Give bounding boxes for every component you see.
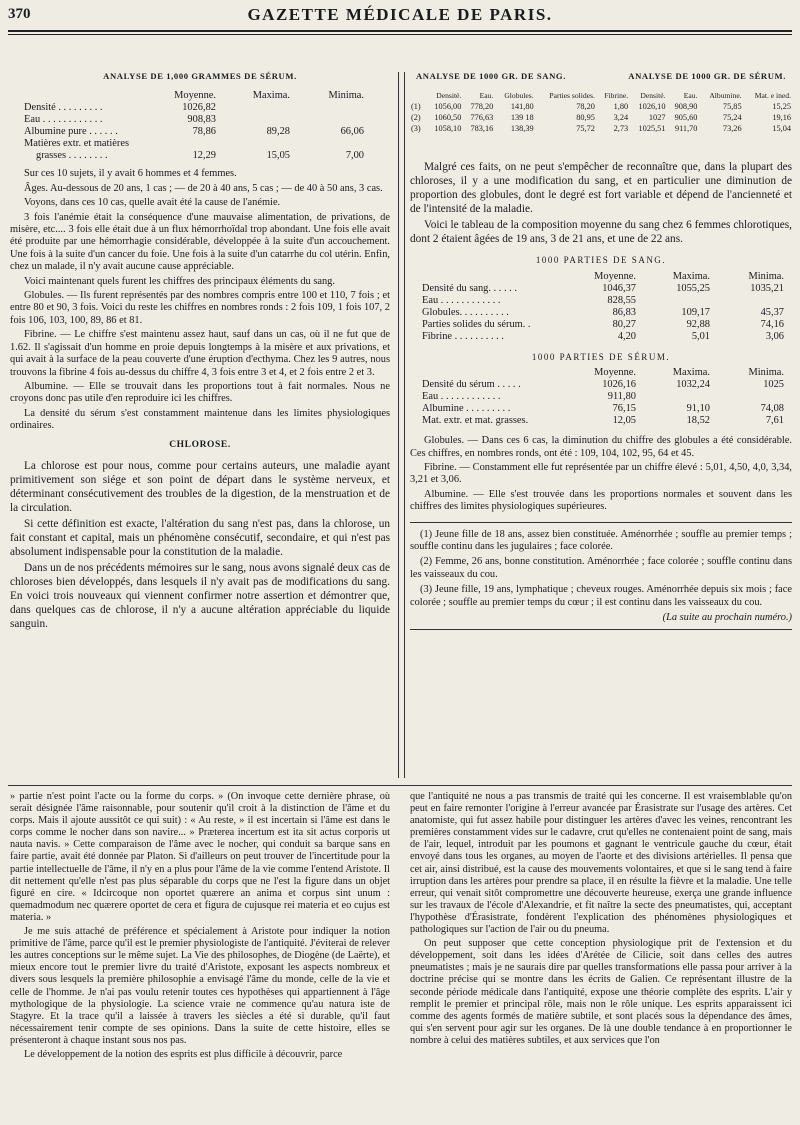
col-header: Densité. bbox=[640, 91, 666, 101]
row-label: Eau . . . . . . . . . . . . bbox=[422, 391, 501, 403]
table-row bbox=[420, 391, 786, 403]
paragraph: Je me suis attaché de préférence et spécialement à Aristote pour indiquer la notion primitive de l'âme, parce qu'il est le premier physiologiste de l'antiquité. J'éviterai de relever les autres conceptions sur le même sujet. La Vie des philosophes, de Diogène (de Laërte), et mieux encore tout le premier livre du traité d'Aristote, exposant les aspects nombreux et divers sous lesquels la première philosophie a envisagé l'âme du monde, celle de la vie et celle de l'homme. Je n'ai pas voulu retenir toutes ces hypothèses qui appartiennent à l'âge mythologique de la physiologie. La science vraie ne commence qu'au natura iste de Stagyre. Et la trace qu'il a laissée à travers les siècles a été si durable, qu'il faut nécessairement tenir compte de ses opinions. Dans la suite de cette histoire, elles se présenteront à chaque instant sous nos pas. bbox=[10, 926, 390, 1046]
col-header bbox=[410, 90, 425, 101]
cell: 80,95 bbox=[576, 113, 595, 123]
cell: 1,80 bbox=[613, 102, 629, 112]
cell: 80,27 bbox=[612, 318, 636, 330]
paragraph: La densité du sérum s'est constamment maintenue dans les limites physiologiques ordinaires. bbox=[10, 407, 390, 432]
cell: 15,05 bbox=[266, 150, 290, 162]
paragraph: Dans un de nos précédents mémoires sur le sang, nous avons signalé deux cas de chloroses bien développés, dans lesquels il n'y avait pas de modifications du sang. En voici trois nouveaux qui viennent confirmer notre assertion et démontrer que, dans quelques cas de chlorose, il n'y a aucune altération appréciable du liquide sanguin. bbox=[10, 561, 390, 630]
cell: 1025,51 bbox=[638, 124, 666, 134]
row-label: Densité du sérum . . . . . bbox=[422, 379, 521, 391]
cell: 905,60 bbox=[674, 113, 698, 123]
cell bbox=[638, 295, 712, 307]
col-header: Maxima. bbox=[252, 90, 290, 102]
cell: 1035,21 bbox=[750, 282, 784, 294]
cell: 19,16 bbox=[772, 113, 791, 123]
row-label: grasses . . . . . . . . bbox=[36, 150, 108, 162]
blood-parts-caption: 1000 PARTIES DE SANG. bbox=[535, 255, 667, 266]
bottom-left-column bbox=[10, 791, 390, 1063]
blood-composition-table bbox=[420, 271, 786, 343]
col-header: Fibrine. bbox=[604, 91, 629, 101]
cell: 1025 bbox=[763, 379, 784, 391]
cell: 45,37 bbox=[760, 306, 784, 318]
cell: 1026,82 bbox=[182, 102, 216, 114]
cell: 66,06 bbox=[340, 126, 364, 138]
cell: 828,55 bbox=[607, 294, 636, 306]
blood-analysis-caption: ANALYSE DE 1000 GR. DE SANG. bbox=[416, 71, 566, 81]
col-header: Minima. bbox=[748, 367, 784, 379]
col-header: Globules. bbox=[504, 91, 534, 101]
table-row bbox=[410, 123, 792, 134]
paragraph: que l'antiquité ne nous a pas transmis de traité qui les concerne. Il est vraisemblable qu'on peut en faire remonter l'origine à l'erreur avancée par Érasistrate sur l'usage des artères. Cet anatomiste, qui fut assez habile pour distinguer les artères d'avec les veines, rencontrant les premières constamment vides sur le cadavre, crut qu'elles ne contenaient point de sang, mais de l'air, lequel, introduit par les poumons et gagnant le ventricule gauche du cœur, était envoyé dans tous les organes, au moyen de l'aorte et des divisions artérielles. Il pensa que cet air, ainsi distribué, est la cause des mouvements volontaires, et que si le sang tend à faire irruption dans les artères pour prendre sa place, il en résulte la fièvre et la maladie. Une telle erreur, qui venait sitôt compromettre une découverte heureuse, exerça une grande influence sur les travaux de l'école d'Alexandrie, et fit naître la secte des pneumatistes, qui, acceptant l'hypothèse d'Érasistrate, fondèrent l'explication des phénomènes physiologiques et pathologiques sur l'action de l'air ou du pneuma. bbox=[410, 791, 792, 936]
column-separator bbox=[398, 72, 405, 778]
table-row bbox=[420, 379, 786, 391]
paragraph: Fibrine. — Constamment elle fut représentée par un chiffre élevé : 5,01, 4,50, 4,0, 3,34, 3,21 et 3,06. bbox=[410, 462, 792, 486]
cell: 86,83 bbox=[612, 306, 636, 318]
col-header: Moyenne. bbox=[174, 90, 216, 102]
cell: 138,39 bbox=[510, 124, 534, 134]
table-row bbox=[22, 138, 366, 150]
cell: 7,61 bbox=[765, 415, 784, 427]
observation: (1) Jeune fille de 18 ans, assez bien constituée. Aménorrhée ; souffle au premier temps ; souffle continu dans les jugulaires ; face colorée. bbox=[410, 528, 792, 553]
cell bbox=[218, 138, 292, 150]
observation: (3) Jeune fille, 19 ans, lymphatique ; cheveux rouges. Aménorrhée depuis six mois ; face colorée ; souffle au premier temps du cœur ; il est continu dans les vaisseaux du cou. bbox=[410, 584, 792, 608]
cell bbox=[218, 114, 292, 126]
serum-analysis-caption: ANALYSE DE 1000 GR. DE SÉRUM. bbox=[628, 71, 786, 81]
col-header: Mat. e ined. bbox=[754, 91, 791, 101]
cell: 3,24 bbox=[613, 113, 629, 123]
table-row bbox=[410, 101, 792, 112]
row-label: Densité . . . . . . . . . bbox=[24, 102, 103, 114]
table-row bbox=[420, 403, 786, 415]
cell: 1032,24 bbox=[676, 379, 710, 391]
paragraph: On peut supposer que cette conception physiologique prit de l'extension et du développement, soit dans les idées d'Arétée de Cilicie, soit dans celles des autres pneumatistes ; mais je ne saurais dire par quelles transformations elle passa pour arriver à la doctrine précise qui se montre dans les écrits de Galien. Ce représentant illustre de la seconde période médicale dans l'antiquité, expose une théorie complète des esprits. L'air y remplit le premier et principal rôle, mais non le rôle unique. Les esprits apparaissent ici comme des agents formés de matière subtile, et sont placés sous la dépendance des âmes, qui s'en servent pour agir sur les organes. De là une double tendance à en proportionner le nombre à celui des matières subtiles, et aux services que l'on bbox=[410, 938, 792, 1046]
row-label: Eau . . . . . . . . . . . . bbox=[24, 114, 103, 126]
cell: 5,01 bbox=[691, 330, 710, 342]
row-label: Matières extr. et matières bbox=[24, 138, 130, 150]
col-header: Densité. bbox=[436, 91, 462, 101]
cell: 7,00 bbox=[345, 150, 364, 162]
page-number: 370 bbox=[8, 6, 31, 22]
paragraph: Voyons, dans ces 10 cas, quelle avait été la cause de l'anémie. bbox=[24, 197, 281, 209]
cell: 15,25 bbox=[772, 102, 791, 112]
paragraph: Voici maintenant quels furent les chiffres des principaux éléments du sang. bbox=[24, 275, 335, 287]
table-row bbox=[420, 283, 786, 295]
cell: 74,08 bbox=[760, 403, 784, 415]
row-label: Albumine . . . . . . . . . bbox=[422, 403, 511, 415]
paragraph: » partie n'est point l'acte ou la forme du corps. » (On invoque cette dernière phrase, où serait désignée l'âme raisonnable, pour soutenir qu'il croit à la distinction de l'âme et du corps. Mais il ajoute aussitôt ce qui suit) : « Au reste, » il est incertain si l'âme est dans le corps comme le nocher dans son navire... » Præterea incertum est ita sit actus corporis ut nauta navis. » Cette comparaison de l'âme avec le nocher, qui conduit sa barque sans en faire partie, avait été donnée par Platon. Si d'ailleurs on peut trouver de l'incertitude pour la partie intellectuelle de l'âme, il n'y en a plus pour l'âme de la vie comme l'entend Aristote. Il dit nettement qu'elle n'est pas plus séparable du corps que ne l'est la figure dans un objet figuré en cire. « Idcircoque non oportet quærere an anima et corpus sint unum : quemadmodum nec quærere oportet de cera et figura de cujusque rei materia et eo cujus est materia. » bbox=[10, 791, 390, 923]
row-label: Albumine pure . . . . . . bbox=[24, 126, 118, 138]
paragraph: Sur ces 10 sujets, il y avait 6 hommes et 4 femmes. bbox=[24, 168, 237, 180]
cell: 908,83 bbox=[187, 114, 216, 126]
cell bbox=[712, 295, 786, 307]
cell bbox=[638, 391, 712, 403]
paragraph: Globules. — Dans ces 6 cas, la diminution du chiffre des globules a été considérable. Ces chiffres, en nombres ronds, ont été : 109, 104, 102, 95, 64 et 45. bbox=[410, 435, 792, 459]
paragraph: La chlorose est pour nous, comme pour certains auteurs, une maladie ayant primitivement son siége et son point de départ dans le système nerveux, et déterminant consécutivement des troubles de la digestion, de la menstruation et de la circulation. bbox=[10, 459, 390, 514]
paragraph: Globules. — Ils furent représentés par des nombres compris entre 100 et 110, 7 fois ; et entre 80 et 90, 3 fois. Voici du reste les chiffres en nombres ronds : 2 fois 109, 1 fois 107, 2 fois 106, 103, 100, 89, 86 et 81. bbox=[10, 290, 390, 326]
cell: 109,17 bbox=[681, 306, 710, 318]
cell: 1046,37 bbox=[602, 282, 636, 294]
col-header: Eau. bbox=[683, 91, 698, 101]
table-row bbox=[410, 112, 792, 123]
paragraph: Si cette définition est exacte, l'altération du sang n'est pas, dans la chlorose, un fait constant et capital, mais un phénomène consécutif, secondaire, et qui n'est pas absolument indispensable pour la constitution de la maladie. bbox=[10, 517, 390, 558]
paragraph: Malgré ces faits, on ne peut s'empêcher de reconnaître que, dans la plupart des chloroses, il y a une modification du sang, et en particulier une diminution de proportion des globules, dont le degré est fort variable et dépend de l'ancienneté et de l'intensité de la maladie. bbox=[410, 161, 792, 216]
cell: 18,52 bbox=[686, 415, 710, 427]
table-row bbox=[22, 150, 366, 162]
cell: 911,70 bbox=[674, 124, 698, 134]
cell: 1026,16 bbox=[602, 379, 636, 391]
cell: 908,90 bbox=[674, 102, 698, 112]
col-header: Maxima. bbox=[672, 367, 710, 379]
cell: 1027 bbox=[648, 113, 666, 123]
cell: 783,16 bbox=[470, 124, 494, 134]
cell bbox=[292, 138, 366, 150]
table-row bbox=[22, 126, 366, 138]
col-header: Albumine. bbox=[709, 91, 742, 101]
col-header: Moyenne. bbox=[594, 367, 636, 379]
header-rule-thin bbox=[8, 34, 792, 35]
cell bbox=[292, 102, 366, 114]
serum-table bbox=[22, 90, 366, 162]
cell: 78,20 bbox=[576, 102, 595, 112]
table-row bbox=[22, 114, 366, 126]
cell: 2,73 bbox=[613, 124, 629, 134]
cell: 78,86 bbox=[192, 126, 216, 138]
cell: 75,85 bbox=[722, 102, 742, 112]
col-header: Parties solides. bbox=[549, 91, 595, 101]
cell: 4,20 bbox=[617, 330, 636, 342]
table-row bbox=[420, 415, 786, 427]
cell: 12,05 bbox=[612, 415, 636, 427]
cell: 3,06 bbox=[765, 330, 784, 342]
cases-table bbox=[410, 90, 792, 134]
col-header: Minima. bbox=[748, 270, 784, 282]
cell: 1060,50 bbox=[434, 113, 462, 123]
table-row bbox=[420, 295, 786, 307]
row-label: Parties solides du sérum. . bbox=[422, 318, 531, 330]
cell: 75,24 bbox=[722, 113, 742, 123]
cell: 75,72 bbox=[576, 124, 595, 134]
col-header: Minima. bbox=[328, 90, 364, 102]
cell bbox=[146, 138, 218, 150]
paragraph: Le développement de la notion des esprits est plus difficile à découvrir, parce bbox=[24, 1048, 343, 1060]
cell: 92,88 bbox=[686, 318, 710, 330]
cell: (1) bbox=[411, 102, 421, 112]
serum-parts-caption: 1000 PARTIES DE SÉRUM. bbox=[531, 351, 671, 362]
paragraph: Voici le tableau de la composition moyenne du sang chez 6 femmes chlorotiques, dont 2 étaient âgées de 19 ans, 3 de 21 ans, et une de 22 ans. bbox=[410, 219, 792, 246]
table-row bbox=[420, 307, 786, 319]
row-label: Mat. extr. et mat. grasses. bbox=[422, 415, 529, 427]
cell: 1026,10 bbox=[638, 102, 666, 112]
cell: (3) bbox=[411, 124, 421, 134]
continued-note: (La suite au prochain numéro.) bbox=[662, 612, 792, 624]
row-label: Globules. . . . . . . . . . bbox=[422, 306, 509, 318]
table-row bbox=[420, 319, 786, 331]
cell: 74,16 bbox=[760, 318, 784, 330]
cell bbox=[292, 114, 366, 126]
table-row bbox=[420, 331, 786, 343]
paragraph: Albumine. — Elle se trouvait dans les proportions tout à fait normales. Nous ne croyons donc pas utile d'en reproduire ici les chiffres. bbox=[10, 380, 390, 405]
paragraph: 3 fois l'anémie était la conséquence d'une mauvaise alimentation, de privations, de misère, etc.... 3 fois elle était due à un flux hémorrhoïdal trop abondant. Une fois elle avait été produite par une hémorrhagie considérable, développée à la suite d'un accouchement. Une fois à la suite d'un cancer du foie. Une fois à la suite d'un catarrhe du col utérin. Enfin, chez un malade, il n'y avait aucune cause appréciable. bbox=[10, 211, 390, 273]
cell: 139 18 bbox=[510, 113, 534, 123]
row-label: Densité du sang. . . . . . bbox=[422, 282, 517, 294]
observation: (2) Femme, 26 ans, bonne constitution. Aménorrhée ; face colorée ; souffle continu dans les vaisseaux du cou. bbox=[410, 556, 792, 580]
table-row bbox=[22, 102, 366, 114]
cell: 776,63 bbox=[470, 113, 494, 123]
header-rule bbox=[8, 30, 792, 32]
cell: (2) bbox=[411, 113, 421, 123]
paragraph: Fibrine. — Le chiffre s'est maintenu assez haut, sauf dans un cas, où il ne fut que de 1.62. Il s'agissait d'un homme en proie depuis longtemps à la misère et aux privations, et qui avait à la surface de la peau couverte d'une éruption d'ecthyma. Chez les 9 autres, nous trouvons la fibrine 4 fois au-dessus du chiffre 4, 3 fois entre 3 et 4, et 2 fois entre 2 et 3. bbox=[10, 329, 390, 378]
section-title: CHLOROSE. bbox=[169, 439, 231, 450]
cell: 141,80 bbox=[510, 102, 534, 112]
observations-box bbox=[410, 522, 792, 630]
cell: 73,26 bbox=[722, 124, 742, 134]
right-column bbox=[410, 68, 792, 630]
row-label: Fibrine . . . . . . . . . . bbox=[422, 330, 504, 342]
paragraph: Albumine. — Elle s'est trouvée dans les proportions normales et souvent dans les chiffres des limites physiologiques supérieures. bbox=[410, 488, 792, 513]
cell: 15,04 bbox=[772, 124, 791, 134]
journal-title: GAZETTE MÉDICALE DE PARIS. bbox=[247, 5, 553, 24]
col-header: Maxima. bbox=[672, 270, 710, 282]
cell: 1056,00 bbox=[434, 102, 462, 112]
cell bbox=[712, 391, 786, 403]
serum-caption: ANALYSE DE 1,000 GRAMMES DE SÉRUM. bbox=[103, 71, 297, 81]
cell bbox=[218, 102, 292, 114]
cell: 911,80 bbox=[607, 391, 636, 403]
cell: 89,28 bbox=[266, 126, 290, 138]
col-header: Eau. bbox=[479, 91, 494, 101]
cell: 778,20 bbox=[470, 102, 494, 112]
row-label: Eau . . . . . . . . . . . . bbox=[422, 294, 501, 306]
serum-composition-table bbox=[420, 367, 786, 427]
bottom-right-column bbox=[410, 791, 792, 1049]
cell: 12,29 bbox=[192, 150, 216, 162]
cell: 91,10 bbox=[686, 403, 710, 415]
cell: 1055,25 bbox=[676, 282, 710, 294]
cell: 76,15 bbox=[612, 403, 636, 415]
section-separator bbox=[8, 785, 792, 786]
col-header: Moyenne. bbox=[594, 270, 636, 282]
paragraph: Âges. Au-dessous de 20 ans, 1 cas ; — de 20 à 40 ans, 5 cas ; — de 40 à 50 ans, 3 cas. bbox=[24, 182, 383, 194]
cell: 1058,10 bbox=[434, 124, 462, 134]
left-column bbox=[10, 68, 390, 633]
